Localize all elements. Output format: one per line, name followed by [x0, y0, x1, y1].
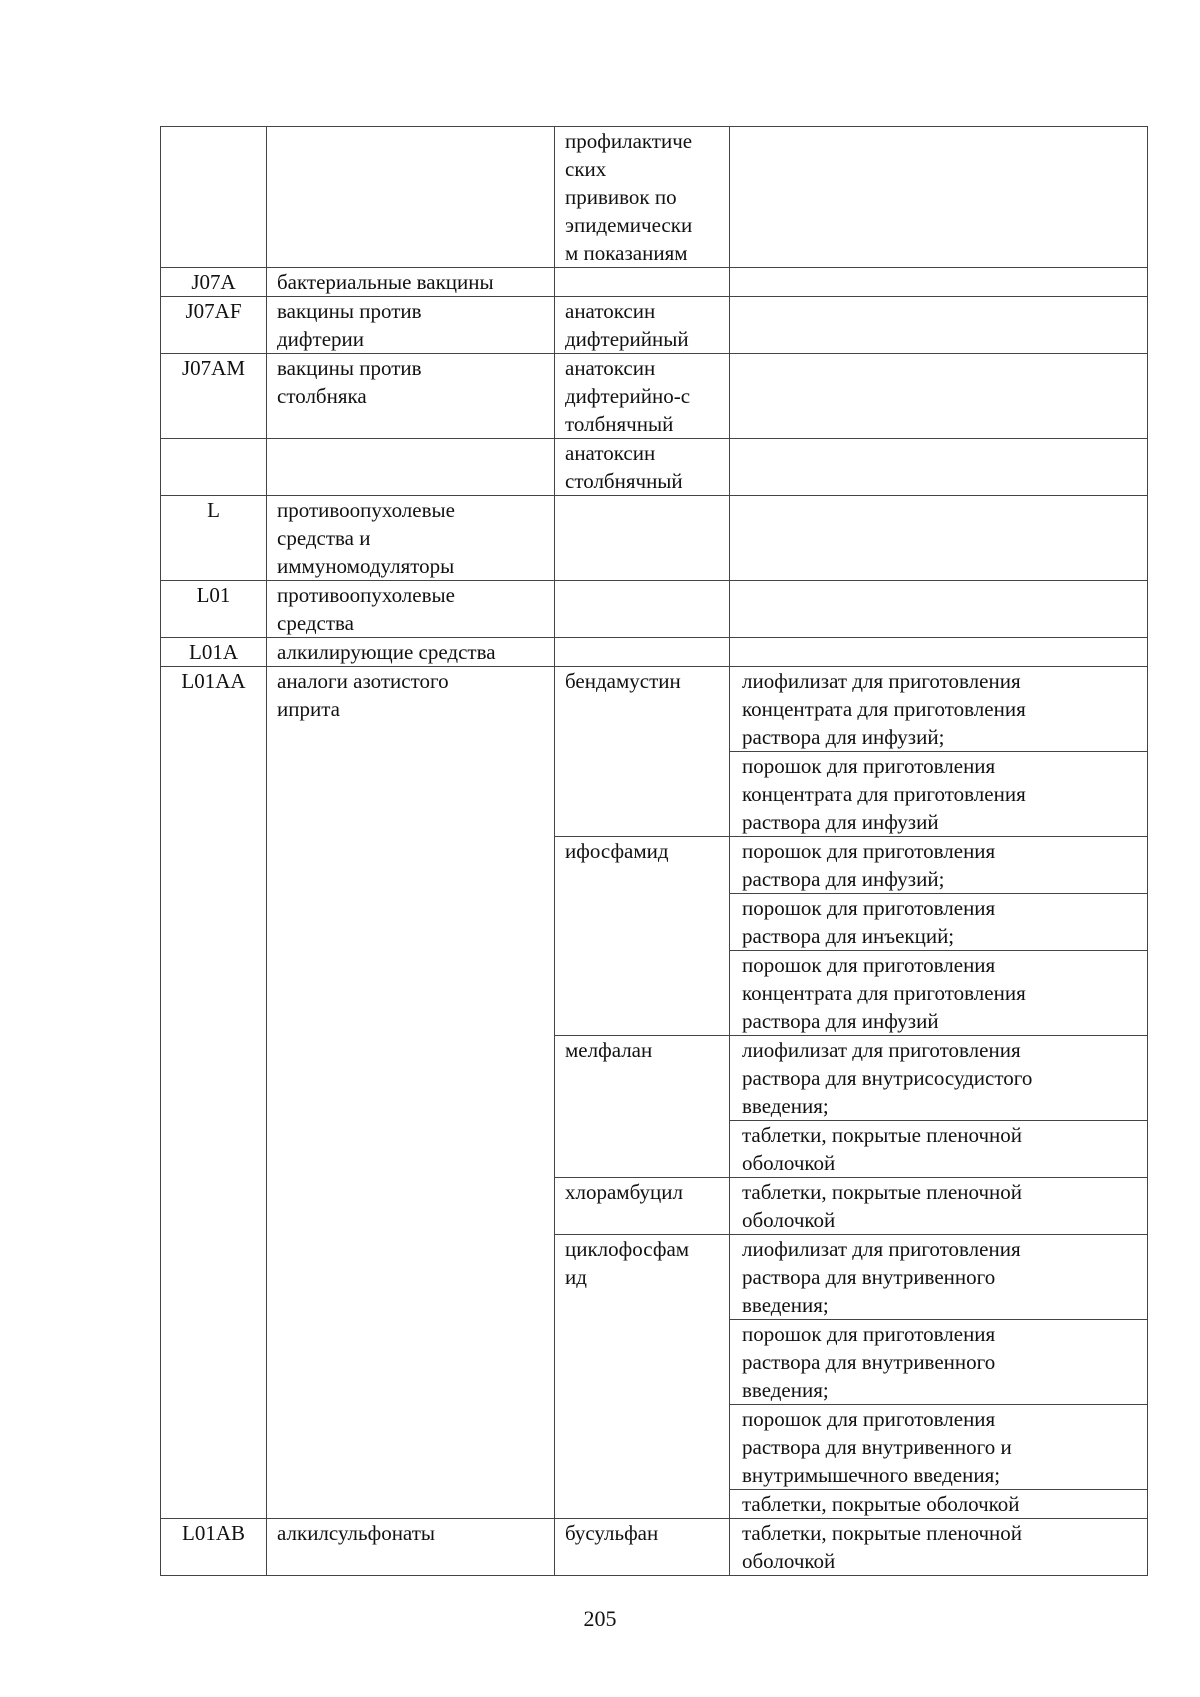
drug-name-cell: анатоксин дифтерийный [555, 297, 730, 354]
table-body [161, 127, 1148, 1576]
dosage-form-cell [730, 268, 1148, 297]
drug-name-cell [555, 268, 730, 297]
dosage-form-cell: лиофилизат для приготовления раствора для внутривенного введения; [730, 1235, 1148, 1320]
dosage-form-cell [730, 496, 1148, 581]
drug-name-cell: бусульфан [555, 1519, 730, 1576]
dosage-form-cell: таблетки, покрытые пленочной оболочкой [730, 1121, 1148, 1178]
drug-name-cell: хлорамбуцил [555, 1178, 730, 1235]
drug-name-cell: ифосфамид [555, 837, 730, 1036]
atc-code-cell: L01AB [161, 1519, 267, 1576]
atc-code-cell: L01 [161, 581, 267, 638]
group-name-cell: алкилсульфонаты [267, 1519, 555, 1576]
table-row [161, 297, 1148, 354]
drug-name-cell: циклофосфам ид [555, 1235, 730, 1519]
drug-name-cell: мелфалан [555, 1036, 730, 1178]
table-row [161, 439, 1148, 496]
dosage-form-cell: порошок для приготовления раствора для инфузий; [730, 837, 1148, 894]
atc-code-cell: J07A [161, 268, 267, 297]
group-name-cell: вакцины против столбняка [267, 354, 555, 439]
atc-code-cell: J07AF [161, 297, 267, 354]
group-name-cell: аналоги азотистого иприта [267, 667, 555, 1519]
dosage-form-cell: порошок для приготовления концентрата для приготовления раствора для инфузий [730, 951, 1148, 1036]
dosage-form-cell [730, 354, 1148, 439]
group-name-cell: бактериальные вакцины [267, 268, 555, 297]
drug-name-cell: бендамустин [555, 667, 730, 837]
dosage-form-cell: лиофилизат для приготовления концентрата для приготовления раствора для инфузий; [730, 667, 1148, 752]
table-row [161, 1519, 1148, 1576]
table-row [161, 667, 1148, 752]
dosage-form-cell [730, 638, 1148, 667]
table-row [161, 268, 1148, 297]
drug-name-cell: профилактиче ских прививок по эпидемически м показаниям [555, 127, 730, 268]
group-name-cell [267, 127, 555, 268]
atc-code-cell: L01AA [161, 667, 267, 1519]
drug-name-cell [555, 638, 730, 667]
dosage-form-cell [730, 297, 1148, 354]
atc-code-cell [161, 127, 267, 268]
page-number: 205 [583, 1606, 617, 1631]
group-name-cell: алкилирующие средства [267, 638, 555, 667]
table-row [161, 581, 1148, 638]
atc-code-cell [161, 439, 267, 496]
table-row [161, 354, 1148, 439]
drug-name-cell [555, 496, 730, 581]
dosage-form-cell: таблетки, покрытые оболочкой [730, 1490, 1148, 1519]
dosage-form-cell [730, 581, 1148, 638]
dosage-form-cell: порошок для приготовления раствора для инъекций; [730, 894, 1148, 951]
table-row [161, 127, 1148, 268]
atc-code-cell: J07AM [161, 354, 267, 439]
group-name-cell [267, 439, 555, 496]
drug-name-cell: анатоксин дифтерийно-с толбнячный [555, 354, 730, 439]
group-name-cell: противоопухолевые средства и иммуномодуляторы [267, 496, 555, 581]
dosage-form-cell: лиофилизат для приготовления раствора для внутрисосудистого введения; [730, 1036, 1148, 1121]
dosage-form-cell: порошок для приготовления раствора для внутривенного и внутримышечного введения; [730, 1405, 1148, 1490]
dosage-form-cell [730, 439, 1148, 496]
dosage-form-cell: таблетки, покрытые пленочной оболочкой [730, 1178, 1148, 1235]
group-name-cell: противоопухолевые средства [267, 581, 555, 638]
group-name-cell: вакцины против дифтерии [267, 297, 555, 354]
drug-name-cell [555, 581, 730, 638]
table-row [161, 638, 1148, 667]
table-row [161, 496, 1148, 581]
atc-code-cell: L01A [161, 638, 267, 667]
drug-classification-table [160, 126, 1148, 1576]
dosage-form-cell: таблетки, покрытые пленочной оболочкой [730, 1519, 1148, 1576]
dosage-form-cell: порошок для приготовления концентрата для приготовления раствора для инфузий [730, 752, 1148, 837]
dosage-form-cell: порошок для приготовления раствора для внутривенного введения; [730, 1320, 1148, 1405]
atc-code-cell: L [161, 496, 267, 581]
drug-name-cell: анатоксин столбнячный [555, 439, 730, 496]
dosage-form-cell [730, 127, 1148, 268]
